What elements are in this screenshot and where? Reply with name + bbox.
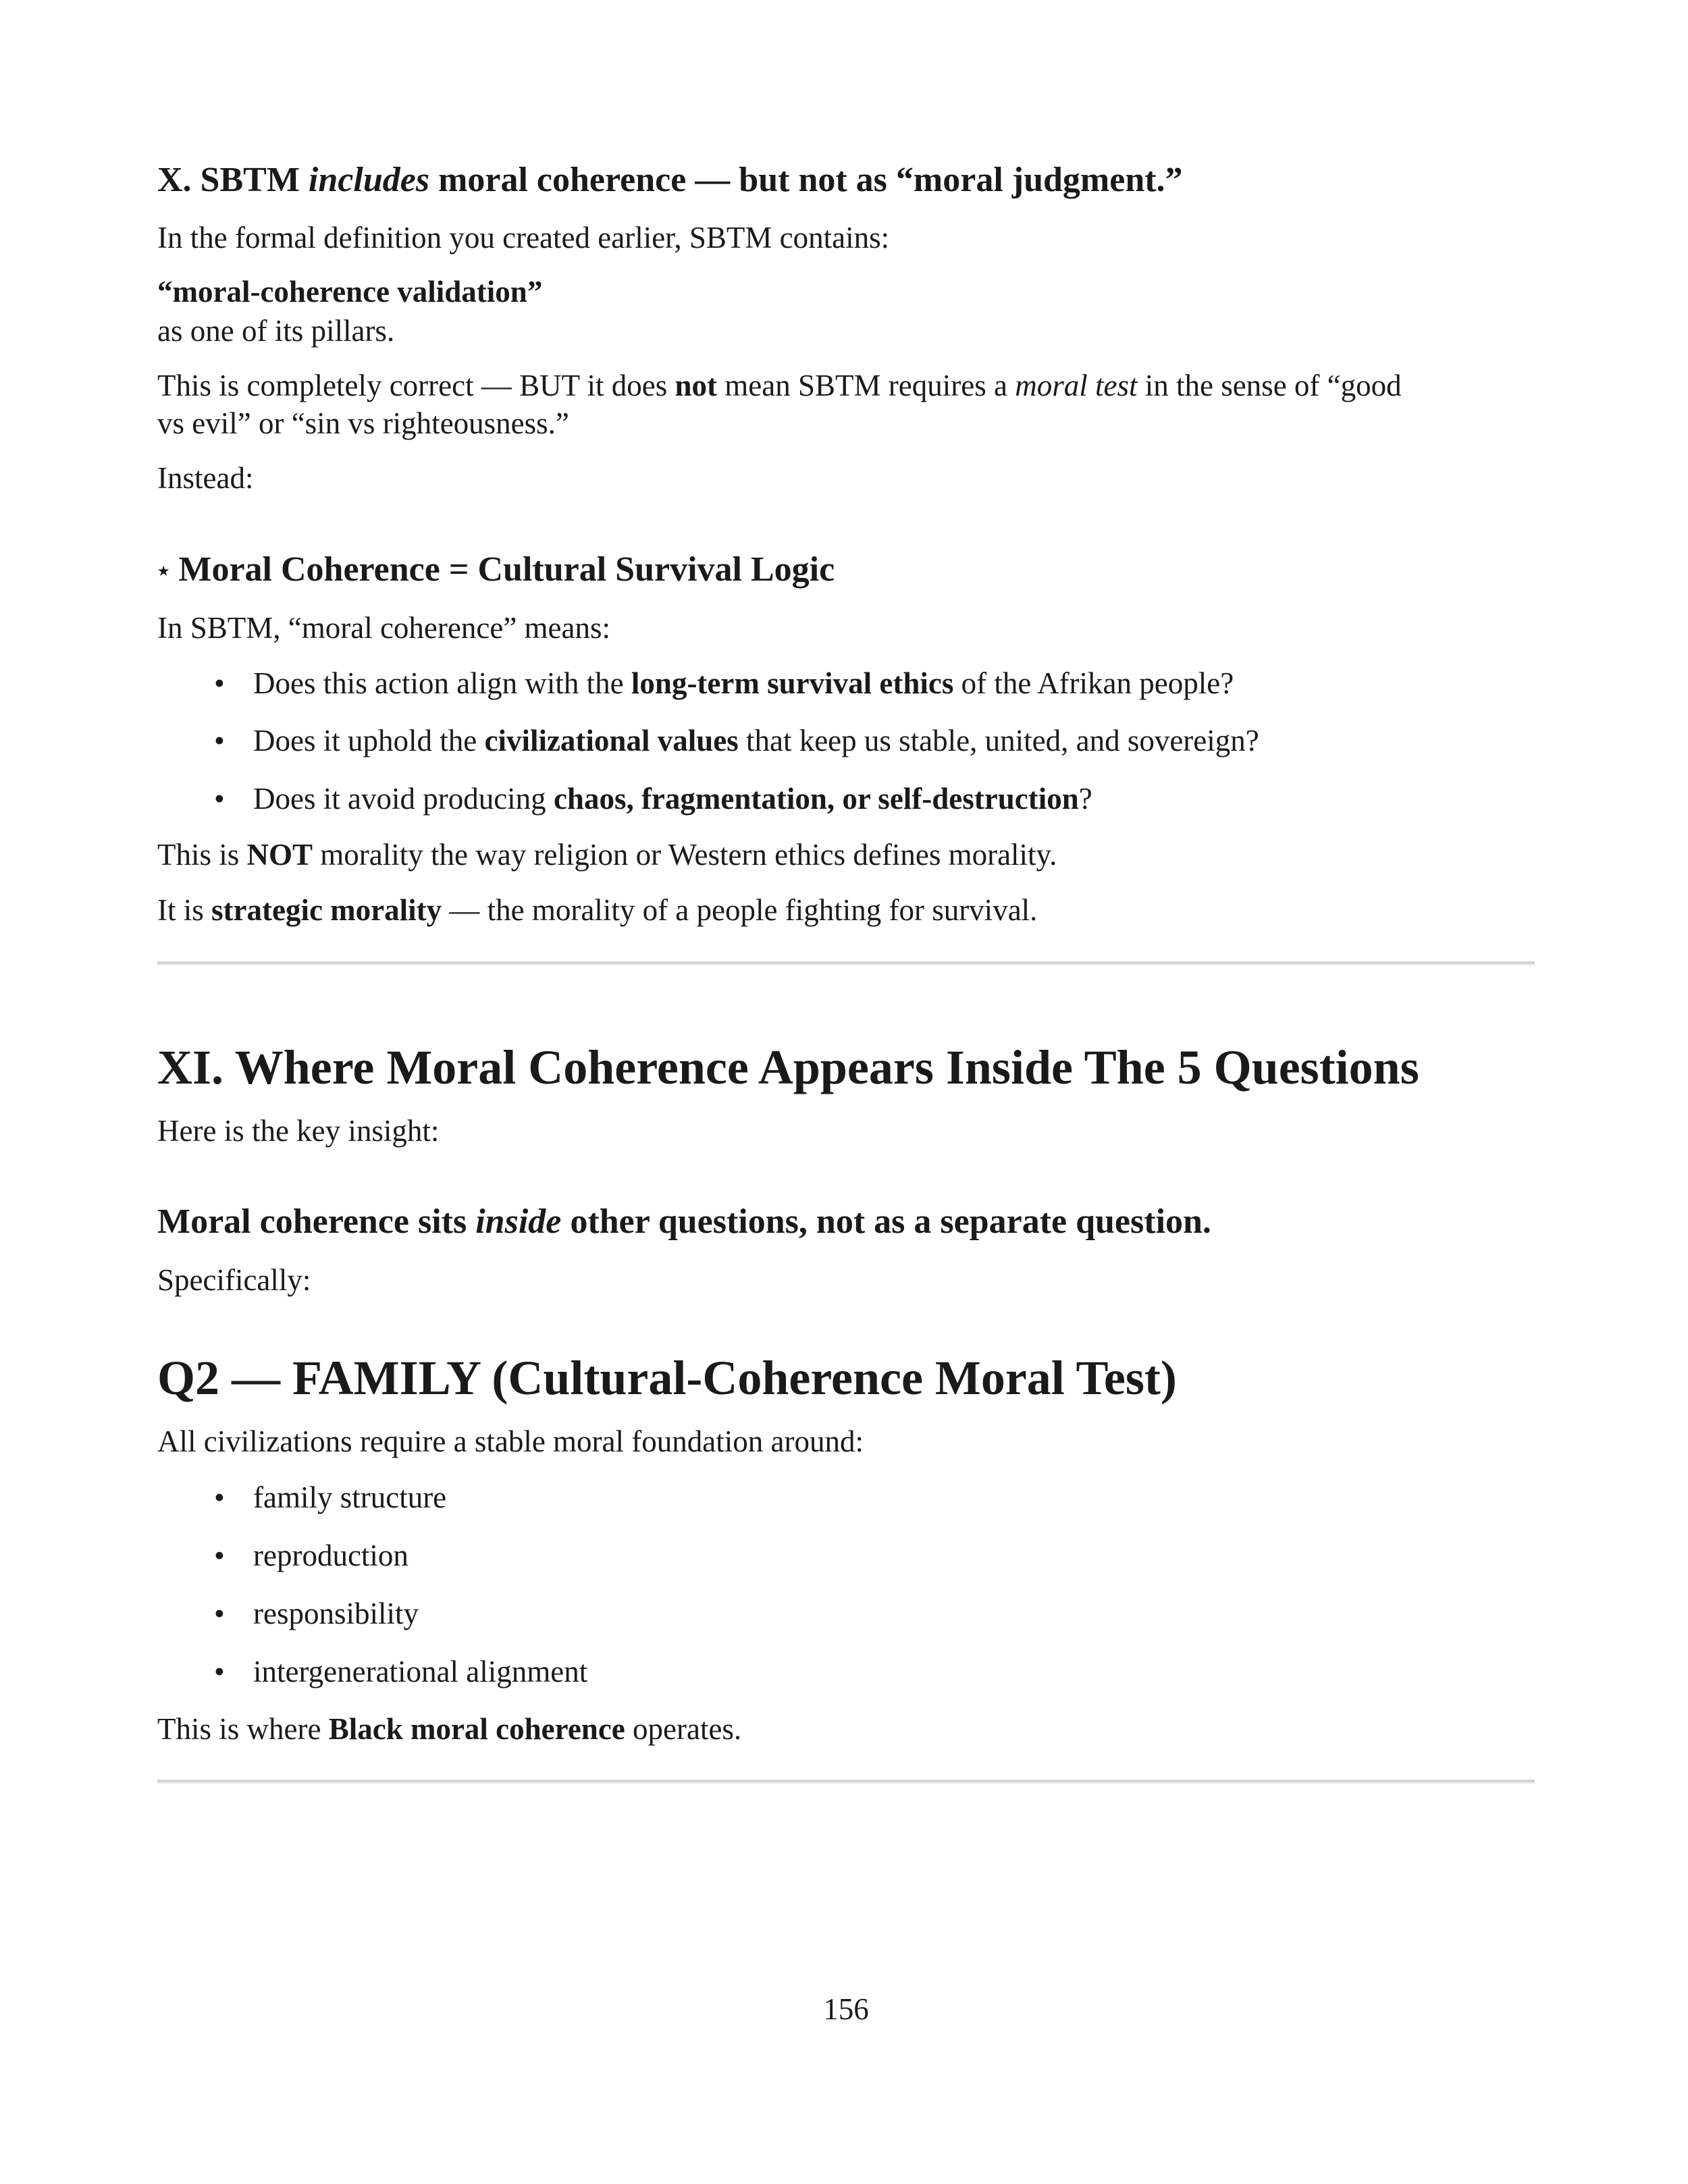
section-xi-subheading: Moral coherence sits inside other questions, not as a separate question. [157, 1202, 1211, 1241]
correct-paragraph-line-2: vs evil” or “sin vs righteousness.” [157, 406, 569, 440]
bullet-icon: • [214, 1655, 225, 1688]
strategic-paragraph: It is strategic morality — the morality of a people fighting for survival. [157, 893, 1038, 927]
section-x-intro: In the formal definition you created earlier, SBTM contains: [157, 221, 890, 255]
means-label: In SBTM, “moral coherence” means: [157, 611, 611, 645]
specifically-label: Specifically: [157, 1263, 311, 1297]
section-divider [157, 1780, 1535, 1784]
section-xi-intro: Here is the key insight: [157, 1114, 440, 1148]
not-paragraph: This is NOT morality the way religion or Western ethics defines morality. [157, 838, 1057, 872]
star-icon: ⭑ [157, 557, 170, 584]
bullet-icon: • [214, 1481, 225, 1514]
q2-heading: Q2 — FAMILY (Cultural-Coherence Moral Test) [157, 1351, 1177, 1405]
page-number: 156 [823, 1992, 869, 2026]
bullet-icon: • [214, 666, 225, 700]
section-divider [157, 961, 1535, 965]
q2-closing: This is where Black moral coherence operates. [157, 1712, 742, 1746]
correct-paragraph-line-1: This is completely correct — BUT it does not mean SBTM requires a moral test in the sense of “good [157, 369, 1402, 402]
bullet-icon: • [214, 782, 225, 816]
instead-label: Instead: [157, 461, 254, 495]
pillar-quote: “moral-coherence validation” [157, 275, 543, 309]
document-page: X. SBTM includes moral coherence — but not as “moral judgment.” In the formal definition you created earlier, SBTM contains: “moral-coherence validation” as one of its pillars. This is completely correct — BUT it does not mean SBTM requires a moral test in the sense of “good vs evil” or “sin vs righteousness.” Instead: ⭑ Moral Coherence = Cultural Survival Logic In SBTM, “moral coherence” means: • Does this action align with the long-term survival ethics of the Afrikan people? • Does it uphold the civilizational values that keep us stable, united, and sovereign? • Does it avoid producing chaos, fragmentation, or self-destruction? This is NOT morality the way religion or Western ethics defines morality. It is strategic morality — the morality of a people fighting for survival. XI. Where Moral Coherence Appears Inside The 5 Questions Here is the key insight: Moral coherence sits inside other questions, not as a separate question. Specifically: Q2 — FAMILY (Cultural-Coherence Moral Test) All civilizations require a stable moral foundation around: • family structure • reproduction • responsibility • intergenerational alignment This is where Black moral coherence operates. 156 [157, 0, 1535, 2184]
bullet-icon: • [214, 724, 225, 757]
section-x-heading: X. SBTM includes moral coherence — but not as “moral judgment.” [157, 161, 1183, 199]
q2-intro: All civilizations require a stable moral foundation around: [157, 1424, 864, 1458]
pillar-tail: as one of its pillars. [157, 314, 395, 348]
moral-coherence-subheading: ⭑ Moral Coherence = Cultural Survival Logic [157, 550, 835, 589]
bullet-icon: • [214, 1597, 225, 1630]
bullet-icon: • [214, 1539, 225, 1572]
section-xi-heading: XI. Where Moral Coherence Appears Inside The 5 Questions [157, 1040, 1419, 1094]
